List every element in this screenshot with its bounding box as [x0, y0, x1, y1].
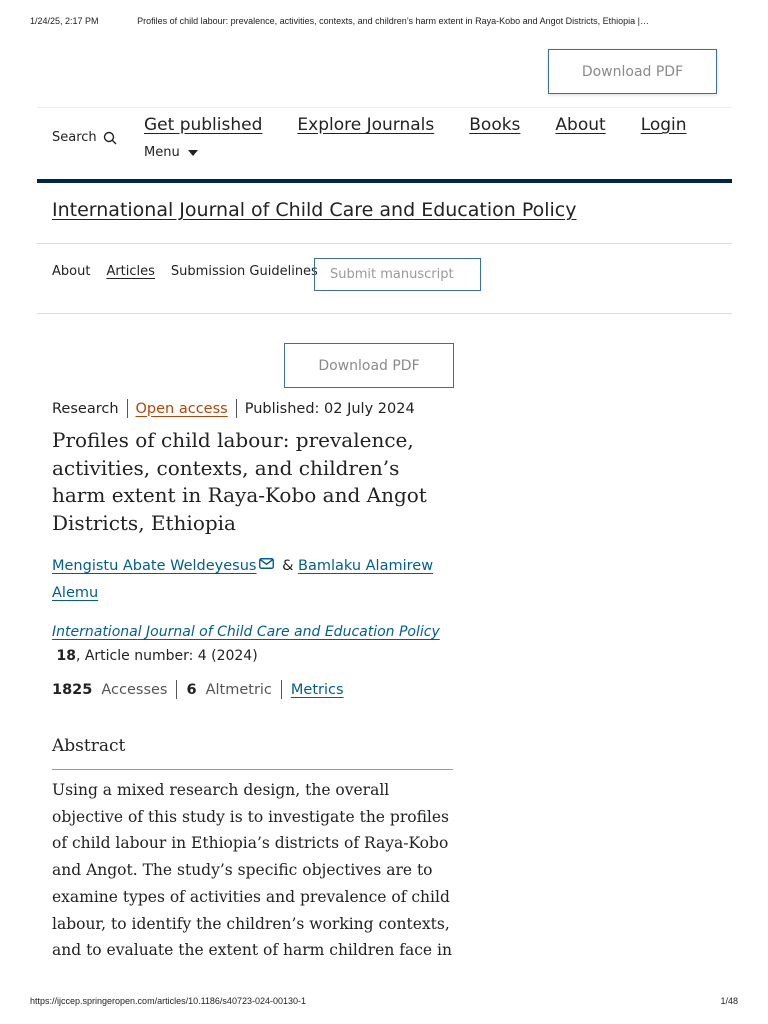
- divider: [37, 313, 732, 314]
- header-divider: [37, 179, 732, 183]
- nav-about[interactable]: About: [555, 115, 606, 135]
- menu-button[interactable]: [144, 145, 198, 160]
- journal-subnav: [52, 264, 318, 279]
- search-button[interactable]: [52, 130, 117, 145]
- nav-explore-journals[interactable]: Explore Journals: [297, 115, 435, 135]
- separator: [281, 680, 282, 699]
- author-list: [52, 553, 452, 607]
- caret-down-icon: [188, 150, 198, 156]
- author-link[interactable]: Mengistu Abate Weldeyesus: [52, 558, 257, 574]
- nav-login[interactable]: Login: [640, 115, 687, 135]
- author-conjunction: &: [282, 558, 294, 574]
- print-header: [30, 16, 738, 26]
- search-icon: [103, 131, 117, 145]
- altmetric-count: 6: [186, 681, 197, 698]
- open-access-link[interactable]: Open access: [135, 400, 228, 417]
- page-number: 1/48: [720, 996, 738, 1006]
- top-navigation: [37, 107, 732, 180]
- journal-title-link[interactable]: International Journal of Child Care and Education Policy: [52, 199, 577, 221]
- nav-books[interactable]: Books: [469, 115, 521, 135]
- download-pdf-button[interactable]: Download PDF: [284, 343, 454, 388]
- separator: [236, 399, 237, 418]
- article-title: Profiles of child labour: prevalence, activities, contexts, and children’s harm extent in Raya-Kobo and Angot Districts, Ethiopia: [52, 428, 427, 535]
- published-date: Published: 02 July 2024: [244, 400, 415, 417]
- submit-manuscript-button[interactable]: Submit manuscript: [314, 258, 481, 291]
- article-type: Research: [52, 400, 119, 417]
- altmetric-label: Altmetric: [205, 681, 272, 698]
- subnav-about[interactable]: About: [52, 264, 91, 279]
- separator: [127, 399, 128, 418]
- separator: [176, 680, 177, 699]
- abstract-divider: [52, 769, 453, 770]
- menu-label: Menu: [144, 145, 180, 160]
- article-meta: [52, 399, 415, 418]
- print-page-title: Profiles of child labour: prevalence, activities, contexts, and children’s harm extent in Raya-Kobo and Angot Districts, Ethiopia |…: [137, 16, 649, 26]
- abstract-text: Using a mixed research design, the overall objective of this study is to investigate the profiles of child labour in Ethiopia’s districts of Raya-Kobo and Angot. The study’s specific objectives are to examine types of activities and prevalence of child labour, to identify the children’s working contexts, and to evaluate the extent of harm children face in: [52, 781, 452, 960]
- accesses-label: Accesses: [101, 681, 168, 698]
- page-url: https://ijccep.springeropen.com/articles/10.1186/s40723-024-00130-1: [30, 996, 307, 1006]
- main-nav-links: [144, 115, 687, 135]
- divider: [37, 243, 732, 244]
- author-link[interactable]: Bamlaku Alamirew Alemu: [52, 558, 434, 601]
- nav-get-published[interactable]: Get published: [144, 115, 263, 135]
- citation-article-number: , Article number: 4 (2024): [75, 648, 258, 664]
- email-icon[interactable]: [259, 558, 274, 569]
- print-footer: [30, 996, 738, 1006]
- citation-volume: 18: [56, 648, 76, 664]
- subnav-submission-guidelines[interactable]: Submission Guidelines: [170, 264, 318, 279]
- search-label: Search: [52, 130, 97, 145]
- metrics-link[interactable]: Metrics: [290, 681, 344, 698]
- citation: [52, 620, 440, 668]
- print-datetime: 1/24/25, 2:17 PM: [30, 16, 99, 26]
- abstract-heading: Abstract: [52, 736, 126, 756]
- accesses-count: 1825: [52, 681, 93, 698]
- citation-journal-link[interactable]: International Journal of Child Care and Education Policy: [52, 624, 440, 640]
- download-pdf-button-top[interactable]: Download PDF: [548, 49, 717, 94]
- article-metrics: [52, 680, 344, 699]
- subnav-articles[interactable]: Articles: [106, 264, 155, 279]
